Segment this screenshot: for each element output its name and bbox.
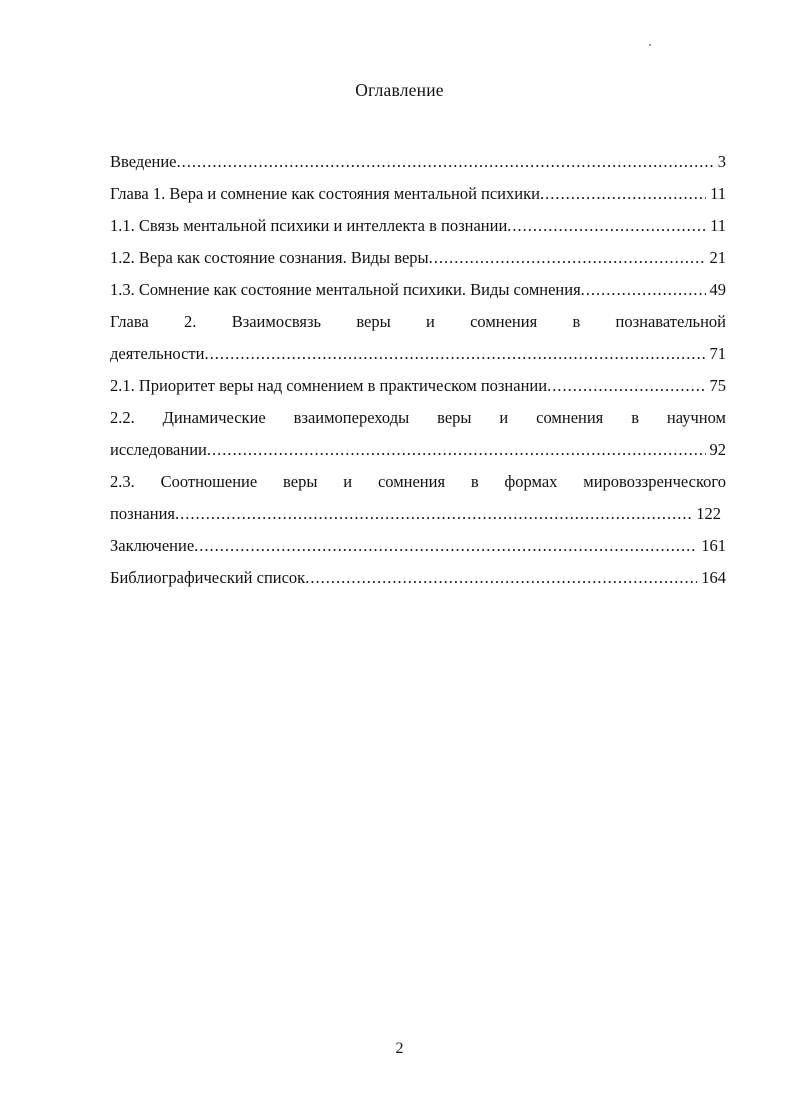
dot-leader [207,434,706,466]
toc-entry-section-2-2-line-1: 2.2. Динамические взаимопереходы веры и сомнения в научном [110,408,726,427]
dot-leader [194,530,697,562]
dot-leader [547,370,705,402]
toc-entry-page: 75 [709,376,726,395]
toc-entry-chapter-2-line-1: Глава 2. Взаимосвязь веры и сомнения в познавательной [110,312,726,331]
toc-entry-bibliography [110,562,726,594]
toc-entry-text: познания [110,504,176,523]
table-of-contents [110,146,726,594]
toc-entry-chapter-1 [110,178,726,210]
toc-entry-text: деятельности [110,344,205,363]
dot-leader [175,498,692,530]
toc-entry-section-2-1 [110,370,726,402]
toc-entry-section-1-3 [110,274,726,306]
toc-entry-conclusion [110,530,726,562]
toc-entry-text: Глава 1. Вера и сомнение как состояния ментальной психики [110,184,540,203]
toc-entry-page: 21 [709,248,726,267]
toc-entry-section-2-2-line-2 [110,434,726,466]
toc-entry-page: 92 [709,440,726,459]
dot-leader [177,146,714,178]
page-title: Оглавление [355,80,444,100]
scan-speck [649,44,651,46]
dot-leader [581,274,706,306]
toc-entry-text: Заключение [110,536,195,555]
toc-entry-text: 2.1. Приоритет веры над сомнением в практическом познании [110,376,548,395]
toc-entry-page: 161 [701,536,726,555]
toc-entry-page: 71 [709,344,726,363]
dot-leader [305,562,697,594]
toc-entry-page: 49 [709,280,726,299]
toc-entry-section-1-2 [110,242,726,274]
page-number: 2 [395,1040,404,1057]
toc-entry-page: 11 [710,184,726,203]
toc-entry-text: 1.3. Сомнение как состояние ментальной психики. Виды сомнения [110,280,581,299]
dot-leader [429,242,706,274]
toc-entry-page: 3 [717,152,726,171]
toc-entry-page: 164 [701,568,726,587]
toc-entry-section-1-1 [110,210,726,242]
dot-leader [204,338,705,370]
toc-entry-page: 122 [696,504,721,523]
toc-entry-text: Введение [110,152,177,171]
dot-leader [507,210,706,242]
toc-entry-chapter-2-line-2 [110,338,726,370]
toc-entry-section-2-3-line-2 [110,498,721,530]
toc-entry-section-2-3-line-1: 2.3. Соотношение веры и сомнения в формах мировоззренческого [110,472,726,491]
toc-entry-text: 1.1. Связь ментальной психики и интеллекта в познании [110,216,508,235]
toc-entry-page: 11 [710,216,726,235]
toc-entry-text: 1.2. Вера как состояние сознания. Виды веры [110,248,429,267]
toc-entry-introduction [110,146,726,178]
toc-entry-text: исследовании [110,440,207,459]
toc-entry-text: Библиографический список [110,568,306,587]
dot-leader [540,178,706,210]
